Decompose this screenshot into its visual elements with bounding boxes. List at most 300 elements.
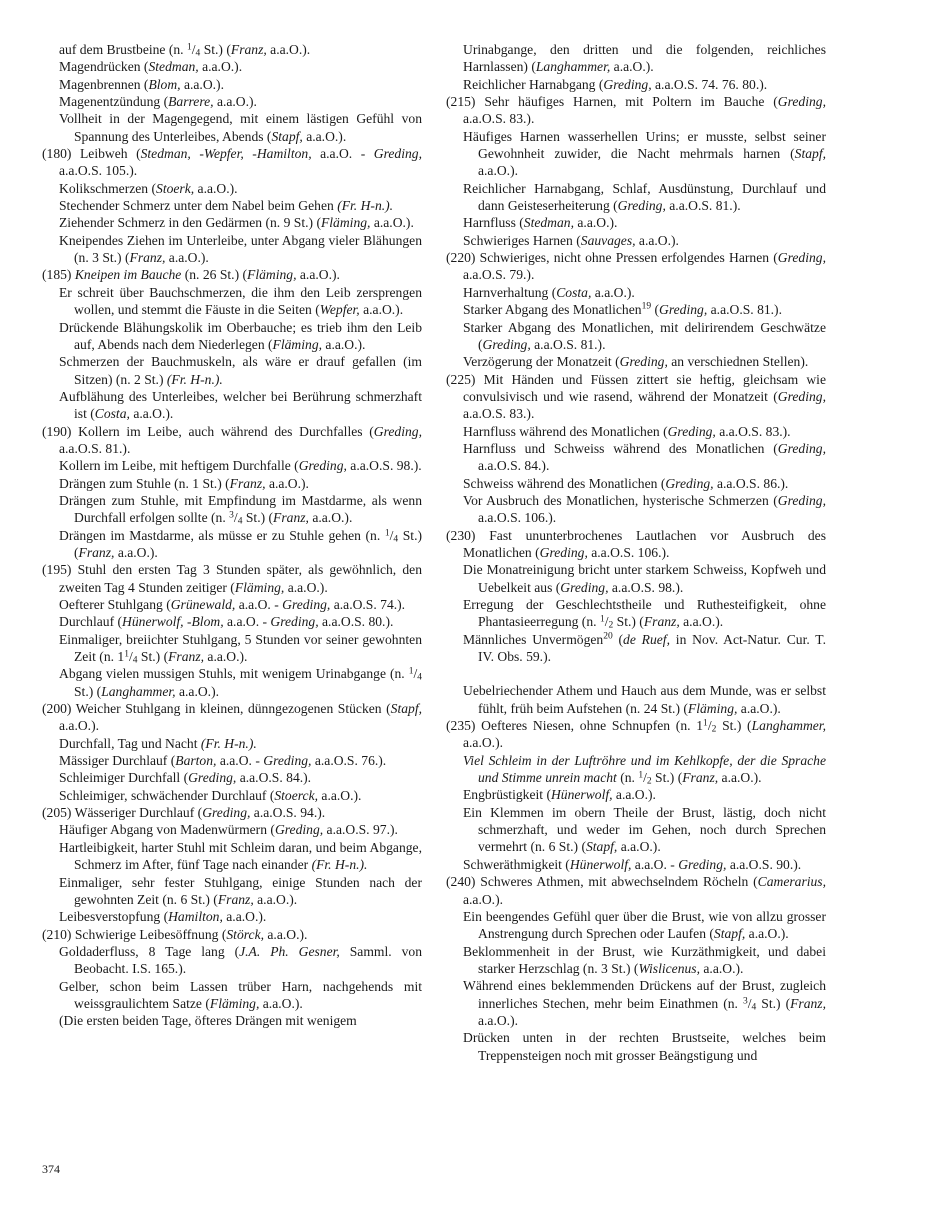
entry-text: Drängen im Mastdarme, als müsse er zu Stuhle gehen (n. (59, 527, 385, 543)
entry-text: a.a.O.). (253, 891, 298, 907)
symptom-entry (42, 197, 422, 214)
entry-text: a.a.O.). (610, 59, 654, 75)
entry-text: Schwierige Leibesöffnung ( (74, 926, 227, 942)
symptom-entry (42, 527, 422, 562)
entry-text: a.a.O.). (259, 995, 303, 1011)
fraction (409, 666, 422, 681)
entry-text: Ziehender Schmerz in den Gedärmen (n. 9 St.) ( (59, 215, 321, 231)
symptom-entry (42, 613, 422, 630)
entry-text: ( (651, 302, 660, 318)
author-citation: Franz, (229, 475, 266, 491)
entry-text: St.) ( (137, 649, 169, 665)
entry-text: a.a.O.). (302, 128, 347, 144)
entry-text: (n. (616, 770, 639, 786)
entry-number: (210) (42, 926, 72, 942)
entry-text: auf dem Brustbeine (n. (59, 42, 187, 57)
entry-text: a.a.O.). (737, 700, 781, 716)
symptom-entry (446, 214, 826, 231)
entry-text: Harnverhaltung ( (463, 284, 557, 300)
entry-text: a.a.O.). (204, 649, 248, 665)
author-citation: Grünewald, (170, 597, 236, 612)
author-citation: Greding, (659, 302, 708, 318)
symptom-entry (42, 561, 422, 596)
author-citation: (Fr. H-n.). (337, 198, 394, 214)
fraction-slash: / (643, 770, 647, 786)
entry-text: a.a.O.). (574, 215, 618, 231)
fraction-denominator: 4 (195, 48, 201, 59)
entry-text: Oefterer Stuhlgang ( (59, 597, 171, 612)
entry-text: Schweiss während des Monatlichen ( (463, 475, 666, 491)
entry-text: Samml. von Beobacht. I.S. 165.). (74, 943, 422, 977)
page-number: 374 (42, 1162, 60, 1176)
entry-text: a.a.O.). (165, 250, 209, 266)
author-citation: Greding, (188, 770, 237, 786)
symptom-entry (42, 266, 422, 283)
entry-text: in Nov. Act-Natur. Cur. T. IV. Obs. 59.). (478, 631, 826, 665)
author-citation: Greding, (274, 822, 324, 838)
entry-text: Engbrüstigkeit ( (463, 787, 551, 803)
symptom-entry (42, 475, 422, 492)
fraction-denominator: 2 (711, 724, 717, 735)
author-citation: Wepfer, (319, 302, 360, 318)
entry-text: St.) ( (74, 527, 422, 560)
entry-text: Durchfall, Tag und Nacht (59, 735, 201, 751)
fraction-slash: / (191, 42, 196, 57)
symptom-entry (446, 249, 826, 284)
fraction-numerator: 1 (384, 528, 390, 539)
entry-text: Harnfluss während des Monatlichen ( (463, 423, 668, 439)
entry-text: Hartleibigkeit, harter Stuhl mit Schleim daran, und beim Abgange, Schmerz im After, fünf Tage nach einander (59, 839, 422, 873)
symptom-entry (446, 41, 826, 76)
fraction (703, 718, 716, 733)
symptom-entry (446, 908, 826, 943)
symptom-entry (42, 908, 422, 925)
right-column (446, 41, 826, 1064)
author-citation: Greding, (678, 856, 727, 872)
entry-text: a.a.O.). (180, 76, 224, 92)
symptom-entry (42, 423, 422, 458)
symptom-entry (42, 735, 422, 752)
fraction-numerator: 1 (408, 667, 414, 678)
author-citation: Langhammer, (751, 718, 826, 734)
symptom-entry (42, 752, 422, 769)
entry-number: (220) (446, 250, 476, 266)
entry-text: a.a.O.S. 81.). (707, 302, 782, 318)
entry-text: Vollheit in der Magengegend, mit einem lästigen Gefühl von Spannung des Unterleibes, Abends ( (59, 111, 422, 144)
author-citation: (Fr. H-n.). (200, 735, 257, 751)
entry-text: Wässeriger Durchlauf ( (74, 805, 203, 821)
entry-text: Aufblähung des Unterleibes, welcher bei Berührung schmerzhaft ist ( (59, 388, 422, 422)
author-citation: Fläming, (320, 215, 371, 231)
entry-text: Ein beengendes Gefühl quer über die Brust, wie von allzu grosser Anstrengung durch Sprechen oder Laufen ( (463, 908, 826, 942)
entry-text: Reichlicher Harnabgang ( (463, 76, 604, 92)
author-citation: Viel Schleim in der Luftröhre und im Kehlkopfe, der die Sprache und Stimme unrein macht (463, 752, 826, 786)
entry-text: Kollern im Leibe, mit heftigem Durchfalle ( (59, 458, 299, 474)
entry-text: St.) ( (756, 995, 791, 1011)
entry-text: a.a.O. - (216, 753, 264, 769)
symptom-entry (446, 371, 826, 423)
entry-text: St.) ( (613, 614, 644, 630)
symptom-entry (42, 76, 422, 93)
entry-text: a.a.O.). (59, 718, 100, 734)
symptom-entry (446, 1029, 826, 1064)
entry-number: (240) (446, 874, 476, 890)
entry-text: Drückende Blähungskolik im Oberbauche; es trieb ihm den Leib auf, Abends nach dem Niederlegen ( (59, 319, 422, 352)
author-citation: Costa, (94, 406, 130, 422)
entry-text: a.a.O.S. 83.). (463, 406, 535, 422)
entry-text: a.a.O.). (612, 787, 656, 803)
symptom-entry (42, 978, 422, 1013)
author-citation: Greding, (777, 388, 826, 404)
entry-text: a.a.O.). (679, 614, 724, 630)
author-citation: Fläming, (234, 579, 285, 595)
entry-text: a.a.O.S. 86.). (713, 475, 789, 491)
entry-text: St.) ( (651, 770, 683, 786)
author-citation: Costa, (556, 284, 592, 300)
author-citation: Franz, (230, 42, 267, 57)
symptom-entry (42, 943, 422, 978)
entry-number: (230) (446, 527, 476, 543)
author-citation: Franz, (273, 510, 309, 526)
symptom-entry (42, 214, 422, 231)
author-citation: Wislicenus, (638, 960, 700, 976)
entry-text: Schwieriges, nicht ohne Pressen erfolgendes Harnen ( (479, 250, 778, 266)
author-citation: Franz, (682, 770, 719, 786)
symptom-entry (446, 232, 826, 249)
entry-text: Magenentzündung ( (59, 94, 169, 110)
footnote-marker: 20 (603, 631, 613, 642)
author-citation: Greding, (202, 805, 251, 821)
entry-text: Magendrücken ( (59, 59, 149, 75)
author-citation: (Fr. H-n.). (311, 857, 368, 873)
author-citation: Sauvages, (580, 232, 636, 248)
entry-number: (190) (42, 423, 72, 439)
symptom-entry (42, 41, 422, 58)
entry-text: Goldaderfluss, 8 Tage lang ( (59, 943, 240, 959)
fraction-numerator: 3 (229, 511, 234, 521)
fraction (124, 649, 137, 664)
symptom-entry (42, 631, 422, 666)
entry-text: a.a.O. - (235, 597, 283, 612)
entry-text: a.a.O.). (478, 163, 519, 179)
entry-text: a.a.O.). (617, 839, 661, 855)
entry-text: a.a.O.). (222, 909, 267, 925)
symptom-entry (42, 284, 422, 319)
author-citation: Stapf, (794, 146, 826, 162)
symptom-entry (42, 388, 422, 423)
entry-text: a.a.O.). (635, 232, 679, 248)
entry-text: Leibweh ( (79, 146, 141, 162)
symptom-entry (446, 804, 826, 856)
entry-text: a.a.O.S. 81.). (665, 198, 741, 214)
entry-text: a.a.O.). (198, 59, 243, 75)
entry-text: a.a.O. - (311, 146, 374, 162)
entry-text: a.a.O.S. 81.). (530, 336, 606, 352)
entry-text: St.) ( (74, 683, 102, 699)
author-citation: Franz, (217, 891, 254, 907)
entry-text: a.a.O.S. 79.). (463, 267, 535, 283)
author-citation: (Fr. H-n.). (166, 371, 223, 387)
entry-text: Häufiger Abgang von Madenwürmern ( (59, 822, 275, 838)
fraction-denominator: 2 (608, 620, 614, 631)
author-citation: J.A. Ph. Gesner, (239, 943, 340, 959)
author-citation: Fläming, (272, 336, 323, 352)
symptom-entry (446, 717, 826, 752)
author-citation: Stapf, (271, 128, 303, 144)
author-citation: Greding, (560, 579, 609, 595)
symptom-entry (42, 232, 422, 267)
entry-text: Harnfluss ( (463, 215, 524, 231)
entry-text: Einmaliger, breiichter Stuhlgang, 5 Stunden vor seiner gewohnten Zeit (n. 1 (59, 631, 422, 665)
entry-text: Einmaliger, sehr fester Stuhlgang, einige Stunden nach der gewohnten Zeit (n. 6 St.) ( (59, 874, 422, 907)
entry-text: St.) ( (716, 718, 752, 734)
entry-text: Kneipendes Ziehen im Unterleibe, unter Abgang vieler Blähungen (n. 3 St.) ( (59, 232, 422, 266)
entry-text: a.a.O.S. 106.). (478, 510, 557, 526)
entry-text: Männliches Unvermögen (463, 631, 604, 647)
fraction-slash: / (233, 510, 238, 526)
entry-text: a.a.O.). (266, 42, 311, 57)
entry-text: Abgang vielen mussigen Stuhls, mit wenigem Urinabgange (n. (59, 666, 409, 682)
fraction-slash: / (707, 718, 712, 734)
author-citation: Greding, (298, 458, 347, 474)
author-citation: Stapf, (390, 701, 422, 717)
entry-text: a.a.O.). (284, 579, 328, 595)
symptom-entry (446, 93, 826, 128)
entry-text: a.a.O.). (264, 926, 308, 942)
entry-text: Stuhl den ersten Tag 3 Stunden später, als gewöhnlich, den zweiten Tag 4 Stunden zeitiger ( (59, 562, 422, 595)
symptom-entry (42, 596, 422, 613)
author-citation: Camerarius, (757, 874, 826, 890)
entry-text: a.a.O.S. 94.). (250, 805, 326, 821)
author-citation: Greding, (603, 76, 652, 92)
author-citation: Greding, (617, 198, 666, 214)
fraction-denominator: 2 (646, 776, 652, 787)
symptom-entry (42, 145, 422, 180)
fraction (187, 42, 200, 57)
left-column (42, 41, 422, 1030)
symptom-entry (42, 700, 422, 735)
entry-text: a.a.O.S. 80.). (318, 614, 394, 630)
author-citation: Fläming, (687, 700, 738, 716)
entry-text: Mit Händen und Füssen zittert sie heftig, gleichsam wie convulsivisch und wie rasend, während der Monatzeit ( (463, 371, 826, 404)
symptom-entry (446, 301, 826, 318)
entry-text: a.a.O.). (265, 475, 309, 491)
entry-text: Stechender Schmerz unter dem Nabel beim Gehen (59, 198, 338, 214)
entry-text: Beklommenheit in der Brust, wie Kurzäthmigkeit, und dabei starker Herzschlag (n. 3 St.) ( (463, 943, 826, 976)
author-citation: Greding, (665, 475, 714, 491)
fraction (638, 770, 651, 785)
entry-text: a.a.O.). (322, 336, 366, 352)
author-citation: Langhammer, (535, 59, 611, 75)
entry-text: a.a.O.). (308, 510, 353, 526)
symptom-entry (42, 1012, 422, 1029)
fraction-numerator: 1 (638, 770, 644, 781)
entry-text: St.) ( (200, 42, 231, 57)
entry-text: St.) ( (242, 510, 274, 526)
entry-text: Schmerzen der Bauchmuskeln, als wäre er drauf gefallen (im Sitzen) (n. 2 St.) (59, 354, 422, 387)
entry-number: (185) (42, 267, 72, 283)
symptom-entry (42, 821, 422, 838)
symptom-entry (446, 475, 826, 492)
fraction-denominator: 4 (751, 1001, 757, 1012)
entry-text: a.a.O.S. 97.). (323, 822, 398, 838)
symptom-entry (446, 527, 826, 562)
footnote-marker: 19 (641, 301, 652, 312)
fraction (600, 614, 613, 629)
symptom-entry (42, 926, 422, 943)
entry-text: Die Monatreinigung bricht unter starkem Schweiss, Kopfweh und Uebelkeit aus ( (463, 562, 826, 595)
entry-text: a.a.O.). (296, 267, 340, 283)
entry-text: a.a.O.S. 83.). (463, 111, 535, 127)
author-citation: Stapf, (713, 926, 746, 942)
author-citation: Barrere, (168, 94, 214, 110)
entry-text: a.a.O.S. 98.). (346, 458, 422, 474)
entry-text: Während eines beklemmenden Drückens auf der Brust, zugleich innerliches Stechen, mehr beim Einathmen (n. (463, 978, 826, 1011)
symptom-entry (42, 353, 422, 388)
symptom-entry (446, 786, 826, 803)
entry-text: Schwieriges Harnen ( (463, 232, 581, 248)
entry-text: (n. 26 St.) ( (181, 267, 248, 283)
entry-text: a.a.O.). (129, 406, 174, 422)
entry-number: (180) (42, 146, 72, 162)
symptom-entry (446, 319, 826, 354)
author-citation: Greding, (263, 753, 312, 769)
author-citation: Greding, (777, 440, 826, 456)
entry-text: Drängen zum Stuhle, mit Empfindung im Mastdarme, als wenn Durchfall erfolgen sollte (n. (59, 492, 422, 526)
entry-text: a.a.O. - (631, 856, 679, 872)
fraction-denominator: 4 (393, 534, 399, 545)
entry-text: a.a.O.). (463, 735, 504, 751)
symptom-entry (446, 440, 826, 475)
entry-text: a.a.O.). (718, 770, 762, 786)
symptom-entry (42, 874, 422, 909)
fraction (385, 528, 398, 543)
entry-text: a.a.O.). (114, 544, 158, 560)
entry-number: (235) (446, 718, 476, 734)
author-citation: Stapf, (585, 839, 618, 855)
entry-text: Sehr häufiges Harnen, mit Poltern im Bauche ( (484, 94, 778, 110)
entry-text: Starker Abgang des Monatlichen, mit delirirendem Geschwätze ( (463, 319, 826, 352)
entry-text: Drängen zum Stuhle (n. 1 St.) ( (59, 475, 230, 491)
author-citation: Greding, (270, 614, 319, 630)
symptom-entry (446, 596, 826, 631)
symptom-entry (446, 752, 826, 787)
symptom-entry (446, 423, 826, 440)
author-citation: Stedman, (523, 215, 574, 231)
entry-text: Weicher Stuhlgang in kleinen, dünngezogenen Stücken ( (75, 701, 391, 717)
author-citation: Greding, (482, 336, 531, 352)
entry-text: a.a.O.S. 74.). (330, 597, 406, 612)
entry-text: Magenbrennen ( (59, 76, 149, 92)
author-citation: Greding, (373, 146, 422, 162)
entry-text: Durchlauf ( (59, 614, 123, 630)
fraction-numerator: 1 (186, 42, 192, 53)
symptom-entry (446, 353, 826, 370)
symptom-entry (42, 58, 422, 75)
author-citation: Greding, (373, 423, 422, 439)
entry-text: Schweräthmigkeit ( (463, 856, 570, 872)
entry-text: Erregung der Geschlechtstheile und Ruthesteifigkeit, ohne Phantasieerregung (n. (463, 597, 826, 630)
fraction-numerator: 3 (742, 996, 748, 1007)
entry-text: a.a.O.S. 90.). (726, 856, 802, 872)
author-citation: Stedman, (148, 59, 199, 75)
entry-text: Kolikschmerzen ( (59, 180, 157, 196)
entry-text: Drücken unten in der rechten Brustseite, welches beim Treppensteigen noch mit grosser Beängstigung und (463, 1030, 826, 1063)
entry-text: a.a.O.S. 84.). (236, 770, 312, 786)
entry-text: Urinabgange, den dritten und die folgenden, reichliches Harnlassen) ( (463, 42, 826, 75)
entry-text: Starker Abgang des Monatlichen (463, 302, 642, 318)
author-citation: Blom, (148, 76, 181, 92)
symptom-entry (42, 769, 422, 786)
entry-text: Gelber, schon beim Lassen trüber Harn, nachgehends mit weissgraulichtem Satze ( (59, 978, 422, 1011)
fraction-denominator: 4 (417, 672, 422, 683)
entry-text: Leibesverstopfung ( (59, 909, 169, 925)
fraction-numerator: 1 (124, 649, 129, 660)
fraction-slash: / (747, 995, 752, 1011)
author-citation: Greding, (777, 492, 826, 508)
author-citation: Franz, (643, 614, 680, 630)
symptom-entry (446, 492, 826, 527)
author-citation: Langhammer, (101, 683, 176, 699)
entry-text: a.a.O.). (213, 94, 257, 110)
symptom-entry (446, 943, 826, 978)
symptom-entry (446, 631, 826, 666)
author-citation: Hünerwolf, -Blom, (122, 614, 224, 630)
entry-number: (200) (42, 701, 72, 717)
entry-text: Fast ununterbrochenes Lautlachen vor Ausbruch des Monatlichen ( (463, 527, 826, 560)
entry-text: (Die ersten beiden Tage, öfteres Drängen mit wenigem (59, 1013, 357, 1029)
symptom-entry (446, 561, 826, 596)
entry-text: a.a.O.). (318, 787, 362, 803)
author-citation: Franz, (78, 544, 115, 560)
symptom-entry (446, 856, 826, 873)
entry-text: a.a.O.S. 76.). (311, 753, 387, 769)
entry-text: a.a.O.S. 84.). (478, 458, 550, 474)
author-citation: Störck, (226, 926, 264, 942)
entry-text: a.a.O.). (478, 1012, 519, 1028)
entry-number: (195) (42, 562, 72, 578)
author-citation: Greding, (777, 250, 826, 266)
symptom-entry (446, 76, 826, 93)
entry-text: a.a.O. - (223, 614, 271, 630)
author-citation: Stoerk, (156, 180, 195, 196)
entry-text: a.a.O.S. 74. 76. 80.). (651, 76, 768, 92)
symptom-entry (42, 319, 422, 354)
entry-text: Harnfluss und Schweiss während des Monatlichen ( (463, 440, 778, 456)
author-citation: Hamilton, (168, 909, 223, 925)
fraction-slash: / (604, 614, 609, 630)
author-citation: Franz, (168, 649, 205, 665)
entry-number: (215) (446, 94, 476, 110)
symptom-entry (42, 492, 422, 527)
symptom-entry (446, 682, 826, 717)
entry-text: Er schreit über Bauchschmerzen, die ihm den Leib zersprengen wollen, und stemmt die Fäuste in die Seiten ( (59, 284, 422, 318)
symptom-entry (42, 787, 422, 804)
fraction-denominator: 4 (132, 655, 138, 666)
entry-text: Oefteres Niesen, ohne Schnupfen (n. 1 (481, 718, 704, 734)
entry-text: a.a.O.). (591, 284, 635, 300)
symptom-entry (42, 804, 422, 821)
entry-text: a.a.O.). (194, 180, 238, 196)
entry-text: Reichlicher Harnabgang, Schlaf, Ausdünstung, Durchlauf und dann Geisteserheiterung ( (463, 180, 826, 214)
entry-text: a.a.O.). (745, 926, 789, 942)
entry-text: Schleimiger Durchfall ( (59, 770, 189, 786)
entry-text: a.a.O.S. 98.). (608, 579, 684, 595)
symptom-entry (446, 977, 826, 1029)
entry-text: a.a.O.). (359, 302, 404, 318)
author-citation: Stoerck, (274, 787, 319, 803)
author-citation: Fläming, (247, 267, 297, 283)
